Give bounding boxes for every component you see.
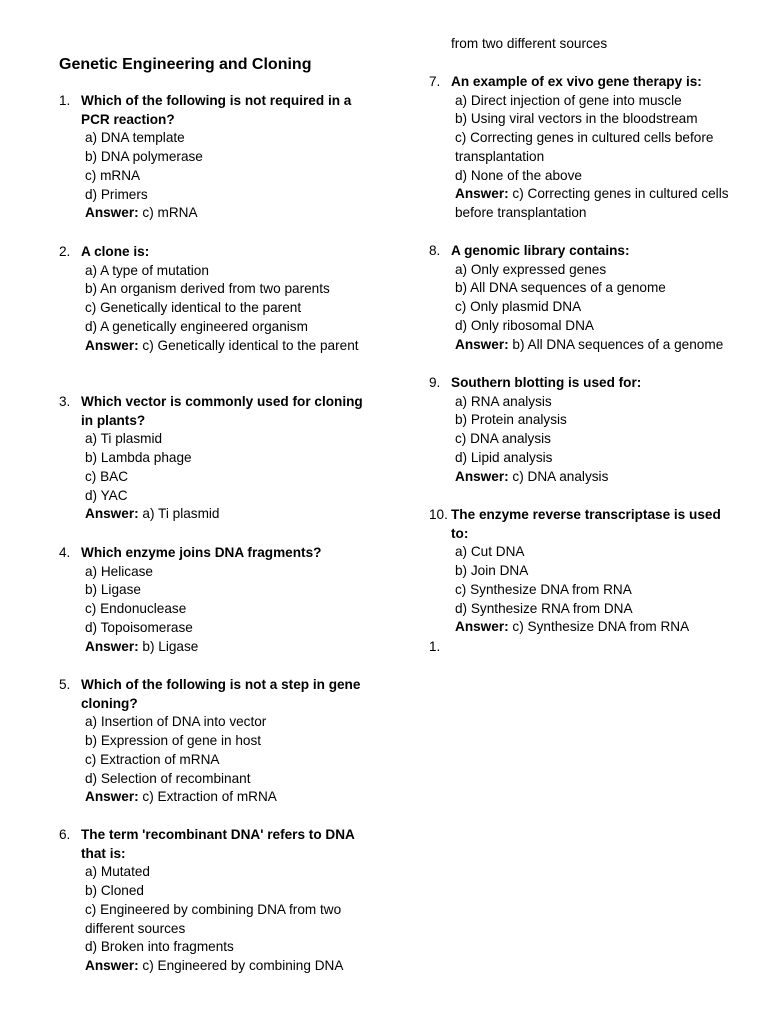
question-text: Which of the following is not required in a PCR reaction?: [81, 93, 352, 127]
option-c: c) Extraction of mRNA: [85, 751, 220, 767]
answer-line: [81, 204, 369, 223]
option-d: d) None of the above: [455, 167, 582, 183]
option-a: a) A type of mutation: [85, 262, 209, 278]
question-number: 4.: [59, 545, 71, 560]
option-a: a) Mutated: [85, 864, 150, 880]
option-b: b) Ligase: [85, 582, 141, 598]
question-number: 6.: [59, 827, 71, 842]
option-b: b) Cloned: [85, 883, 144, 899]
answer-line: [81, 638, 369, 657]
option-c: c) mRNA: [85, 167, 141, 183]
empty-list-item-number: 1.: [429, 639, 441, 654]
continued-answer-text: from two different sources: [451, 36, 608, 51]
answer-line: [451, 185, 739, 222]
option-b: b) DNA polymerase: [85, 149, 203, 165]
option-c: c) Correcting genes in cultured cells before transplantation: [455, 130, 714, 164]
answer-line: [451, 336, 739, 355]
question-7: [429, 73, 739, 223]
answer-line: [81, 337, 369, 356]
question-number: 8.: [429, 243, 441, 258]
question-5: [59, 676, 369, 807]
option-d: d) Synthesize RNA from DNA: [455, 600, 633, 616]
answer-label: Answer:: [85, 205, 139, 221]
option-d: d) YAC: [85, 487, 128, 503]
answer-text: c) Synthesize DNA from RNA: [512, 619, 690, 635]
answer-label: Answer:: [85, 638, 139, 654]
question-number: 3.: [59, 394, 71, 409]
answer-line: [451, 468, 739, 487]
answer-line: [81, 957, 369, 976]
option-a: a) Insertion of DNA into vector: [85, 714, 267, 730]
document-title: Genetic Engineering and Cloning: [59, 56, 312, 73]
answer-text: c) DNA analysis: [512, 468, 609, 484]
question-text: The enzyme reverse transcriptase is used to:: [451, 507, 721, 541]
option-a: a) Direct injection of gene into muscle: [455, 92, 682, 108]
option-a: a) Only expressed genes: [455, 261, 607, 277]
option-b: b) All DNA sequences of a genome: [455, 280, 666, 296]
option-d: d) A genetically engineered organism: [85, 318, 308, 334]
answer-line: [81, 788, 369, 807]
option-a: a) Ti plasmid: [85, 431, 163, 447]
answer-label: Answer:: [85, 506, 139, 522]
answer-label: Answer:: [455, 619, 509, 635]
question-text: An example of ex vivo gene therapy is:: [451, 74, 702, 89]
answer-text: b) All DNA sequences of a genome: [512, 336, 724, 352]
answer-text: b) Ligase: [142, 638, 199, 654]
question-3: [59, 393, 369, 524]
answer-label: Answer:: [85, 789, 139, 805]
option-a: a) RNA analysis: [455, 393, 552, 409]
answer-text: a) Ti plasmid: [142, 506, 220, 522]
answer-line: [81, 505, 369, 524]
option-c: c) Engineered by combining DNA from two different sources: [85, 901, 342, 936]
answer-text: c) Correcting genes in cultured cells before transplantation: [455, 186, 729, 220]
option-a: a) Helicase: [85, 563, 153, 579]
option-d: d) Broken into fragments: [85, 939, 234, 955]
option-b: b) An organism derived from two parents: [85, 281, 330, 297]
question-number: 5.: [59, 677, 71, 692]
option-a: a) Cut DNA: [455, 544, 525, 560]
question-text: A genomic library contains:: [451, 243, 630, 258]
option-c: c) DNA analysis: [455, 431, 551, 447]
answer-label: Answer:: [455, 468, 509, 484]
question-2: [59, 243, 369, 355]
answer-text: c) Genetically identical to the parent: [142, 337, 359, 353]
option-c: c) Only plasmid DNA: [455, 299, 582, 315]
question-number: 7.: [429, 74, 441, 89]
question-text: A clone is:: [81, 244, 150, 259]
option-b: b) Using viral vectors in the bloodstream: [455, 111, 698, 127]
question-text: Which of the following is not a step in gene cloning?: [81, 677, 361, 711]
option-d: d) Selection of recombinant: [85, 770, 251, 786]
question-4: [59, 544, 369, 656]
option-b: b) Expression of gene in host: [85, 733, 262, 749]
question-1: [59, 92, 369, 223]
question-text: Which vector is commonly used for cloning in plants?: [81, 394, 363, 428]
answer-label: Answer:: [85, 337, 139, 353]
question-number: 1.: [59, 93, 71, 108]
option-c: c) Endonuclease: [85, 601, 187, 617]
question-text: Which enzyme joins DNA fragments?: [81, 545, 322, 560]
question-6: [59, 826, 369, 976]
option-c: c) Genetically identical to the parent: [85, 300, 302, 316]
option-d: d) Topoisomerase: [85, 619, 193, 635]
answer-text: c) mRNA: [142, 205, 198, 221]
answer-label: Answer:: [455, 336, 509, 352]
question-text: The term 'recombinant DNA' refers to DNA that is:: [81, 827, 355, 861]
question-text: Southern blotting is used for:: [451, 375, 642, 390]
question-number: 2.: [59, 244, 71, 259]
answer-text: c) Extraction of mRNA: [142, 789, 277, 805]
option-d: d) Lipid analysis: [455, 449, 553, 465]
answer-label: Answer:: [85, 957, 139, 973]
option-d: d) Only ribosomal DNA: [455, 317, 594, 333]
question-8: [429, 242, 739, 354]
option-b: b) Protein analysis: [455, 412, 567, 428]
question-9: [429, 374, 739, 486]
answer-text: c) Engineered by combining DNA: [142, 957, 344, 973]
option-c: c) Synthesize DNA from RNA: [455, 581, 632, 597]
answer-label: Answer:: [455, 186, 509, 202]
continued-answer: [429, 35, 739, 54]
question-number: 9.: [429, 375, 441, 390]
question-number: 10.: [429, 507, 448, 522]
option-b: b) Join DNA: [455, 563, 529, 579]
option-b: b) Lambda phage: [85, 450, 192, 466]
option-a: a) DNA template: [85, 130, 185, 146]
question-10: [429, 506, 739, 637]
option-c: c) BAC: [85, 468, 129, 484]
option-d: d) Primers: [85, 186, 148, 202]
answer-line: [451, 618, 739, 637]
